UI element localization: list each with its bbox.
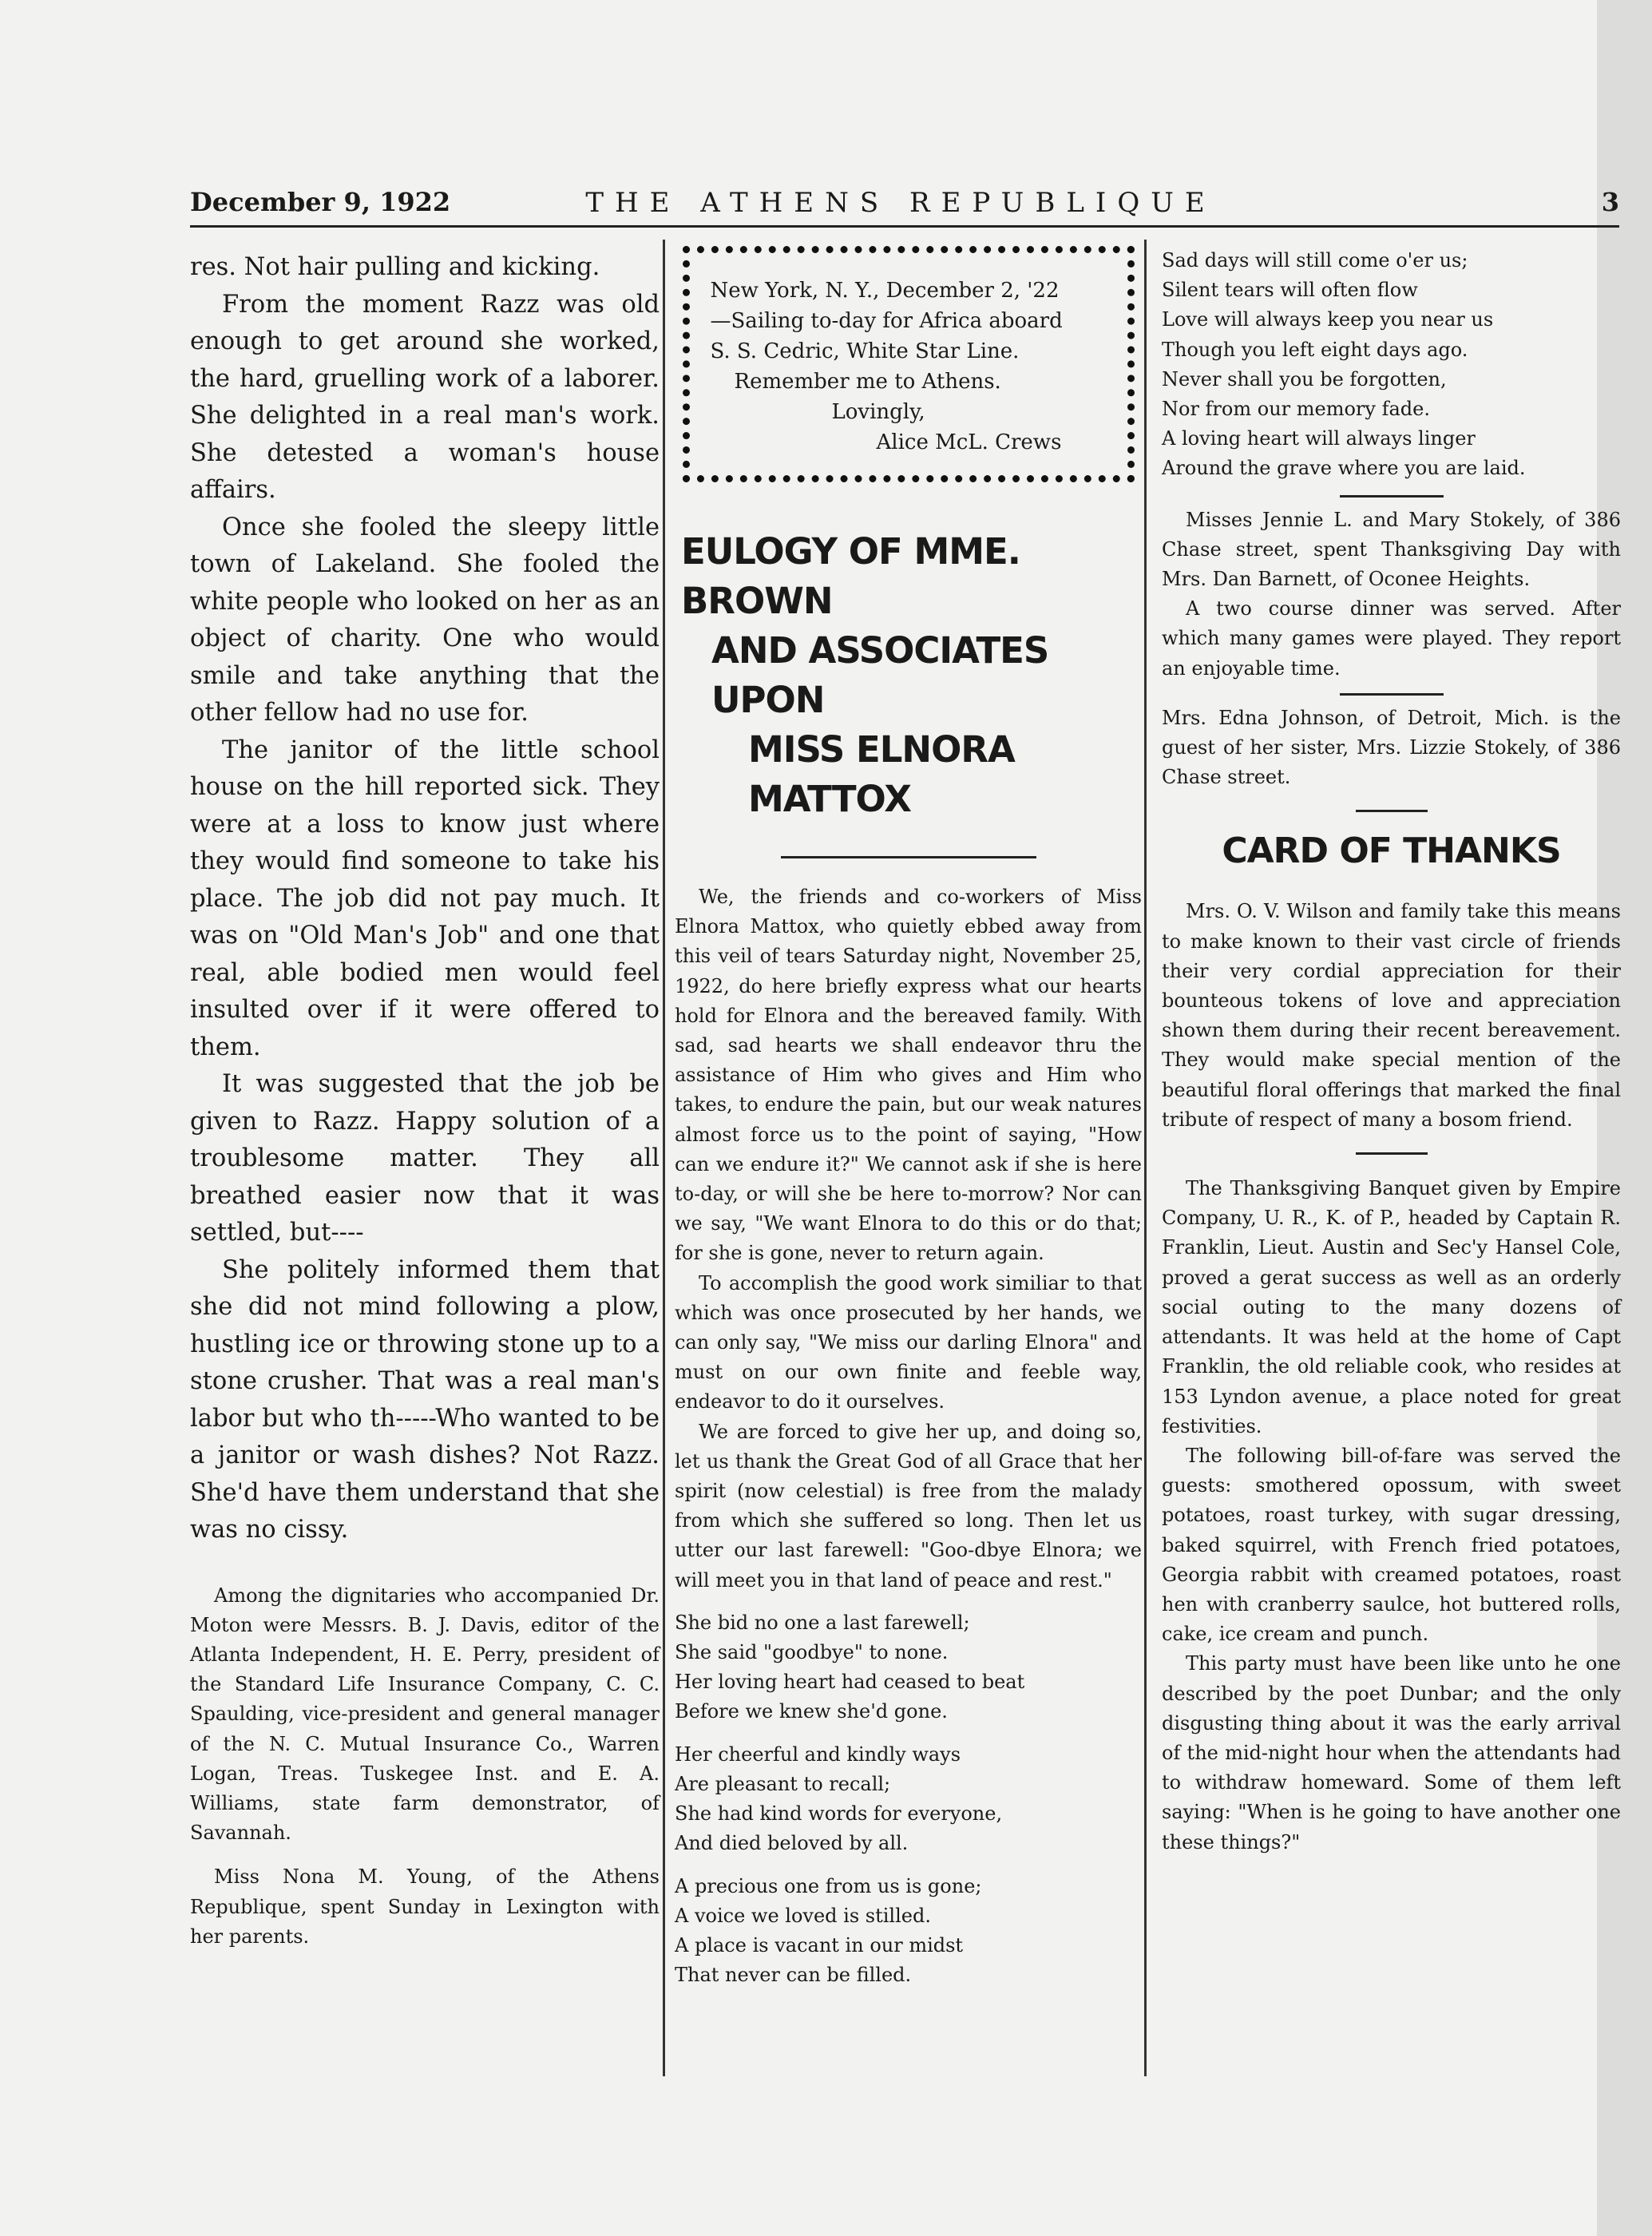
poem-line: Sad days will still come o'er us; [1162, 249, 1468, 272]
poem-line: Around the grave where you are laid. [1162, 457, 1526, 480]
column-1 [190, 249, 660, 1952]
dignitaries-note: Among the dignitaries who accompanied Dr. Moton were Messrs. B. J. Davis, editor of the Atlanta Independent, H. E. Perry, president of the Standard Life Insurance Company, C. C. Spaulding, vice-president and general manager of the N. C. Mutual Insurance Co., Warren Logan, Treas. Tuskegee Inst. and E. A. Williams, state farm demonstrator, of Savannah. [190, 1584, 660, 1845]
card-of-thanks-heading: CARD OF THANKS [1222, 831, 1561, 872]
story-paragraph: Once she fooled the sleepy little town of Lakeland. She fooled the white people who looked on her as an object of charity. One who would smile and take anything that the other fellow had no use for. [190, 513, 660, 727]
story-paragraph: res. Not hair pulling and kicking. [190, 253, 600, 281]
poem-line: Love will always keep you near us [1162, 308, 1494, 331]
banquet-paragraph: This party must have been like unto he one described by the poet Dunbar; and the only disgusting thing about it was the early arrival of the mid-night hour when the attendants had to withdraw homeward. Some of them left saying: "When is he going to have another one these things?" [1162, 1652, 1621, 1853]
poem-line: Nor from our memory fade. [1162, 398, 1430, 421]
notice-line: Alice McL. Crews [876, 430, 1062, 454]
eulogy-poem-stanza [675, 1740, 1142, 1859]
header-rule [190, 225, 1619, 228]
notice-line: Remember me to Athens. [734, 370, 1001, 394]
column-3 [1162, 246, 1621, 1857]
eulogy-paragraph: We are forced to give her up, and doing so, let us thank the Great God of all Grace that her spirit (now celestial) is free from the malady from which she suffered so long. Then let us utter our last farewell: "Goo-dbye Elnora; we will meet you in that land of peace and rest." [675, 1420, 1142, 1592]
headline-line: MISS ELNORA MATTOX [748, 728, 1015, 820]
dinner-item: A two course dinner was served. After which many games were played. They report an enjoyable time. [1162, 597, 1621, 680]
story-paragraph: She politely informed them that she did not mind following a plow, hustling ice or throwing stone up to a stone crusher. That was a real man's labor but who th-----Who wanted to be a janitor or wash dishes? Not Razz. She'd have them understand that she was no cissy. [190, 1255, 660, 1544]
poem-line: A place is vacant in our midst [675, 1933, 964, 1956]
page-number: 3 [1601, 187, 1619, 217]
poem-line: A voice we loved is stilled. [675, 1904, 931, 1927]
poem-line: And died beloved by all. [675, 1832, 909, 1855]
poem-line: Before we knew she'd gone. [675, 1700, 948, 1723]
banquet-paragraph: The Thanksgiving Banquet given by Empire Company, U. R., K. of P., headed by Captain R. Franklin, Lieut. Austin and Sec'y Hansel Cole, proved a gerat success as well as an orderly social outing to the many dozens of attendants. It was held at the home of Capt Franklin, the old reliable cook, who resides at 153 Lyndon avenue, a place noted for great festivities. [1162, 1177, 1621, 1437]
poem-line: Though you left eight days ago. [1162, 338, 1468, 361]
poem-line: That never can be filled. [675, 1964, 912, 1987]
headline-line: AND ASSOCIATES UPON [711, 629, 1049, 721]
razz-story [190, 249, 660, 1549]
poem-line: Her cheerful and kindly ways [675, 1742, 961, 1766]
page-header [190, 187, 1619, 227]
poem-line: Silent tears will often flow [1162, 279, 1418, 302]
newspaper-title: THE ATHENS REPUBLIQUE [585, 187, 1216, 219]
story-paragraph: It was suggested that the job be given to Razz. Happy solution of a troublesome matter. They all breathed easier now that it was settled, but---- [190, 1070, 660, 1247]
eulogy-paragraph: We, the friends and co-workers of Miss Elnora Mattox, who quietly ebbed away from this veil of tears Saturday night, November 25, 1922, do here briefly express what our hearts hold for Elnora and the bereaved family. With sad, sad hearts we shall endeavor thru the assistance of Him who gives and Him who takes, to endure the pain, but our weak natures almost force us to the point of saying, "How can we endure it?" We cannot ask if she is here to-day, or will she be here to-morrow? Nor can we say, "We want Elnora to do this or do that; for she is gone, never to return again. [675, 886, 1142, 1265]
poem-line: She bid no one a last farewell; [675, 1611, 970, 1634]
column-divider [1144, 240, 1147, 2076]
notice-line: New York, N. Y., December 2, '22 [710, 279, 1060, 303]
poem-line: Her loving heart had ceased to beat [675, 1671, 1025, 1694]
notice-line: Lovingly, [831, 400, 925, 424]
social-notes [190, 1581, 660, 1952]
card-paragraph: Mrs. O. V. Wilson and family take this means to make known to their vast circle of friends their very cordial appreciation for their bounteous tokens of love and appreciation shown them during their recent bereavement. They would make special mention of the beautiful floral offerings that marked the final tribute of respect of many a bosom friend. [1162, 900, 1621, 1131]
poem-line: She had kind words for everyone, [675, 1802, 1003, 1826]
poem-line: Are pleasant to recall; [675, 1772, 891, 1795]
poem-line: A precious one from us is gone; [675, 1874, 982, 1897]
eulogy-poem-stanza [675, 1608, 1142, 1727]
eulogy-headline [675, 527, 1142, 824]
stokely-item: Misses Jennie L. and Mary Stokely, of 386 Chase street, spent Thanksgiving Day with Mrs. Dan Barnett, of Oconee Heights. [1162, 508, 1621, 591]
column-divider [663, 240, 665, 2076]
issue-date: December 9, 1922 [190, 187, 451, 217]
memorial-poem [1162, 246, 1621, 484]
crews-notice-box [683, 246, 1135, 482]
notice-line: —Sailing to-day for Africa aboard [710, 309, 1063, 333]
eulogy-text [675, 882, 1142, 1596]
eulogy-poem-stanza [675, 1872, 1142, 1991]
young-note: Miss Nona M. Young, of the Athens Republique, spent Sunday in Lexington with her parents. [190, 1865, 660, 1948]
story-paragraph: The janitor of the little school house on the hill reported sick. They were at a loss to know just where they would find someone to take his place. The job did not pay much. It was on "Old Man's Job" and one that real, able bodied men would feel insulted over if it were offered to them. [190, 735, 660, 1061]
banquet-report [1162, 1174, 1621, 1857]
poem-line: She said "goodbye" to none. [675, 1641, 949, 1664]
banquet-paragraph: The following bill-of-fare was served the guests: smothered opossum, with sweet potatoes, roast turkey, with sugar dressing, baked squirrel, with French fried potatoes, Georgia rabbit with creamed potatoes, roast hen with cranberry saulce, hot buttered rolls, cake, ice cream and punch. [1162, 1444, 1621, 1646]
poem-line: Never shall you be forgotten, [1162, 367, 1447, 391]
local-items [1162, 505, 1621, 793]
card-of-thanks-text [1162, 897, 1621, 1135]
headline-line: EULOGY OF MME. BROWN [681, 530, 1020, 622]
column-2 [675, 246, 1142, 1990]
eulogy-paragraph: To accomplish the good work similiar to that which was once prosecuted by her hands, we can only say, "We miss our darling Elnora" and must on our own finite and feeble way, endeavor to do it ourselves. [675, 1271, 1142, 1413]
story-paragraph: From the moment Razz was old enough to get around she worked, the hard, gruelling work of a laborer. She delighted in a real man's work. She detested a woman's house affairs. [190, 290, 660, 504]
notice-line: S. S. Cedric, White Star Line. [710, 339, 1020, 363]
johnson-item: Mrs. Edna Johnson, of Detroit, Mich. is the guest of her sister, Mrs. Lizzie Stokely, of 386 Chase street. [1162, 706, 1621, 789]
poem-line: A loving heart will always linger [1162, 427, 1476, 450]
